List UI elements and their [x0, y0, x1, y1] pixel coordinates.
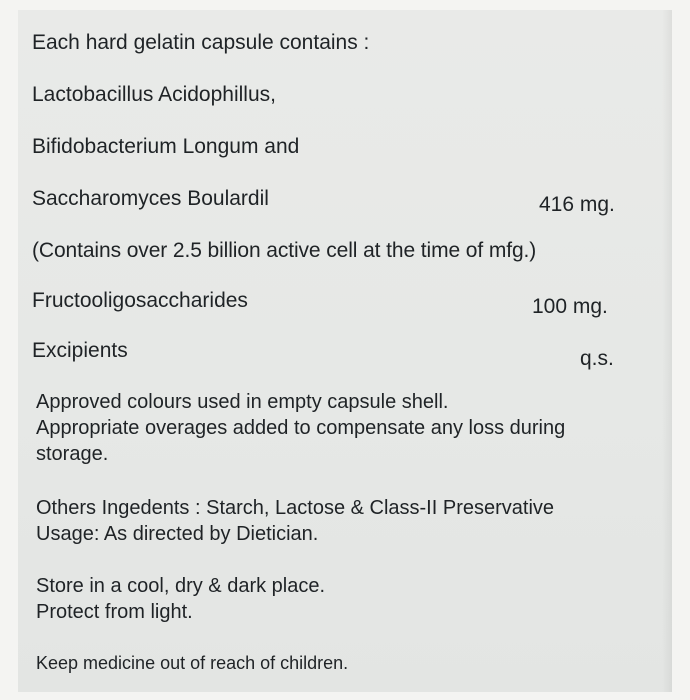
card-edge-shadow — [662, 10, 672, 692]
protect-light-note: Protect from light. — [36, 601, 193, 623]
composition-heading: Each hard gelatin capsule contains : — [32, 31, 370, 54]
ingredient-lactobacillus: Lactobacillus Acidophillus, — [32, 83, 276, 106]
usage-note: Usage: As directed by Dietician. — [36, 523, 319, 545]
overages-note-line-2: storage. — [36, 443, 109, 465]
storage-note: Store in a cool, dry & dark place. — [36, 575, 326, 597]
ingredient-excipients: Excipients — [32, 339, 128, 362]
ingredient-fructooligosaccharides: Fructooligosaccharides — [32, 289, 248, 312]
ingredient-excipients-qty: q.s. — [580, 347, 614, 370]
ingredient-saccharomyces: Saccharomyces Boulardil — [32, 187, 269, 210]
ingredient-bifidobacterium: Bifidobacterium Longum and — [32, 135, 300, 158]
other-ingredients-note: Others Ingedents : Starch, Lactose & Class-II Preservative — [36, 497, 555, 519]
keep-away-children-note: Keep medicine out of reach of children. — [36, 653, 349, 673]
approved-colours-note: Approved colours used in empty capsule shell. — [36, 391, 449, 413]
medicine-label — [18, 10, 672, 692]
overages-note-line-1: Appropriate overages added to compensate any loss during — [36, 417, 566, 439]
ingredient-saccharomyces-qty: 416 mg. — [539, 193, 615, 216]
active-cell-note: (Contains over 2.5 billion active cell at the time of mfg.) — [32, 239, 537, 262]
ingredient-fructooligosaccharides-qty: 100 mg. — [532, 295, 608, 318]
